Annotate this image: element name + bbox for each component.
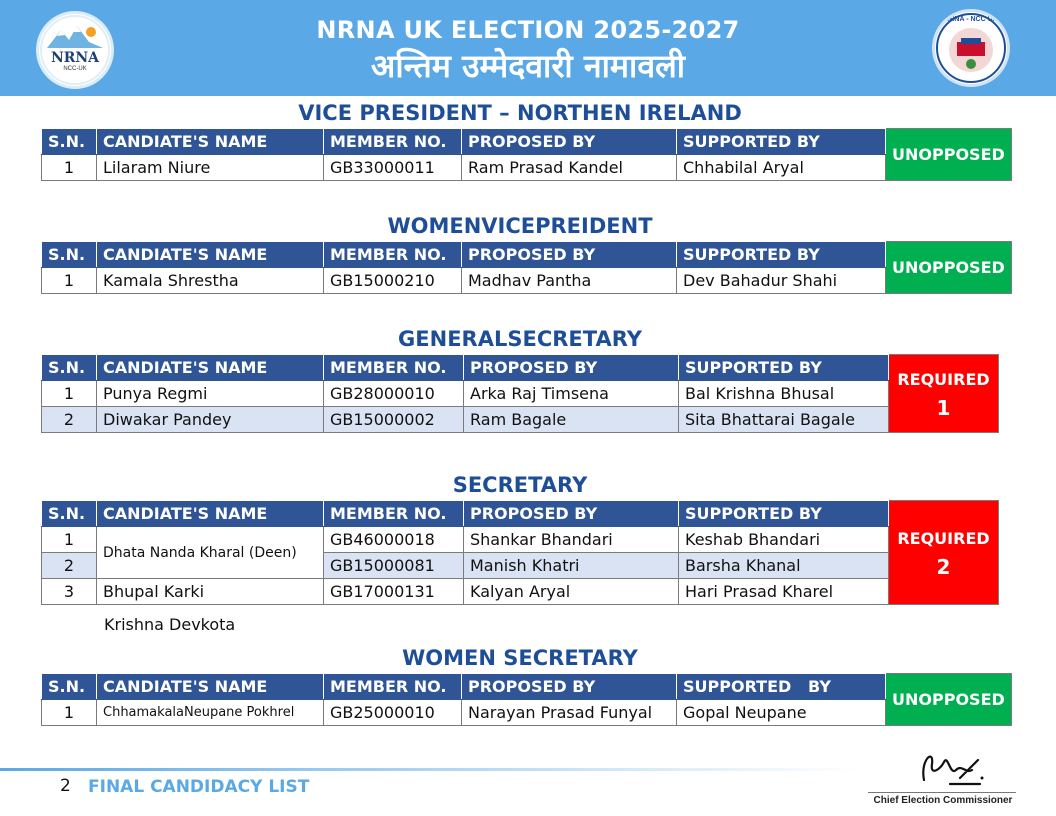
cell-proposed: Shankar Bhandari bbox=[464, 527, 679, 553]
cell-supported: Hari Prasad Kharel bbox=[679, 579, 889, 605]
cell-proposed: Arka Raj Timsena bbox=[464, 381, 679, 407]
section-title-women-vp: WOMENVICEPREIDENT bbox=[387, 214, 653, 238]
cell-member: GB15000210 bbox=[324, 268, 462, 294]
cell-proposed: Kalyan Aryal bbox=[464, 579, 679, 605]
col-member: MEMBER NO. bbox=[324, 129, 462, 155]
status-required-label: REQUIRED bbox=[897, 528, 990, 548]
cell-sn: 1 bbox=[42, 381, 97, 407]
header-banner bbox=[0, 0, 1056, 96]
cell-supported: Sita Bhattarai Bagale bbox=[679, 407, 889, 433]
table-secretary bbox=[41, 500, 999, 605]
status-required-count: 2 bbox=[936, 554, 951, 579]
cell-sn: 2 bbox=[42, 553, 97, 579]
cell-member: GB33000011 bbox=[324, 155, 462, 181]
table-header-row bbox=[42, 501, 999, 527]
table-row bbox=[42, 527, 999, 553]
table-women-vp bbox=[41, 241, 1012, 294]
col-supported: SUPPORTED BY bbox=[677, 242, 886, 268]
status-required-label: REQUIRED bbox=[897, 369, 990, 389]
col-member: MEMBER NO. bbox=[324, 355, 464, 381]
page-title: NRNA UK ELECTION 2025-2027 bbox=[316, 16, 740, 44]
footer-divider bbox=[0, 768, 860, 771]
table-row bbox=[42, 268, 1012, 294]
col-supported: SUPPORTED BY bbox=[677, 129, 886, 155]
section-title-secretary: SECRETARY bbox=[452, 473, 588, 497]
cell-member: GB28000010 bbox=[324, 381, 464, 407]
logo-right-text: NRNA - NCC UK bbox=[944, 16, 998, 23]
logo-left-text: NRNA bbox=[50, 50, 100, 66]
cell-sn: 2 bbox=[42, 407, 97, 433]
cell-sn: 1 bbox=[42, 527, 97, 553]
col-name: CANDIATE'S NAME bbox=[97, 242, 324, 268]
secretary-extra-candidate-name: Krishna Devkota bbox=[104, 615, 236, 634]
cell-supported: Barsha Khanal bbox=[679, 553, 889, 579]
cell-sn: 1 bbox=[42, 700, 97, 726]
col-sn: S.N. bbox=[42, 355, 97, 381]
cell-proposed: Narayan Prasad Funyal bbox=[462, 700, 677, 726]
cell-supported: Keshab Bhandari bbox=[679, 527, 889, 553]
col-proposed: PROPOSED BY bbox=[464, 355, 679, 381]
cell-member: GB25000010 bbox=[324, 700, 462, 726]
signature-line bbox=[868, 792, 1016, 793]
footer-label: FINAL CANDIDACY LIST bbox=[88, 777, 310, 797]
section-title-women-secretary: WOMEN SECRETARY bbox=[402, 646, 638, 670]
table-header-row bbox=[42, 242, 1012, 268]
col-name: CANDIATE'S NAME bbox=[97, 129, 324, 155]
col-proposed: PROPOSED BY bbox=[464, 501, 679, 527]
table-row bbox=[42, 381, 999, 407]
cell-supported: Dev Bahadur Shahi bbox=[677, 268, 886, 294]
col-proposed: PROPOSED BY bbox=[462, 242, 677, 268]
cell-member: GB15000002 bbox=[324, 407, 464, 433]
status-badge-unopposed: UNOPPOSED bbox=[886, 242, 1012, 294]
table-row bbox=[42, 579, 999, 605]
cell-name: Lilaram Niure bbox=[97, 155, 324, 181]
cell-sn: 1 bbox=[42, 268, 97, 294]
cell-name-merged: Dhata Nanda Kharal (Deen) bbox=[97, 527, 324, 579]
cell-proposed: Manish Khatri bbox=[464, 553, 679, 579]
table-row bbox=[42, 407, 999, 433]
table-row bbox=[42, 700, 1012, 726]
status-badge-required bbox=[889, 501, 999, 605]
status-badge-unopposed: UNOPPOSED bbox=[886, 129, 1012, 181]
col-member: MEMBER NO. bbox=[324, 242, 462, 268]
col-name: CANDIATE'S NAME bbox=[97, 501, 324, 527]
cell-member: GB46000018 bbox=[324, 527, 464, 553]
col-sn: S.N. bbox=[42, 242, 97, 268]
cell-name: Punya Regmi bbox=[97, 381, 324, 407]
page-number: 2 bbox=[60, 776, 71, 796]
col-sn: S.N. bbox=[42, 501, 97, 527]
col-member: MEMBER NO. bbox=[324, 674, 462, 700]
nrna-ncc-uk-logo-right bbox=[932, 9, 1010, 87]
cell-proposed: Madhav Pantha bbox=[462, 268, 677, 294]
cell-supported: Gopal Neupane bbox=[677, 700, 886, 726]
col-supported: SUPPORTED BY bbox=[679, 355, 889, 381]
col-proposed: PROPOSED BY bbox=[462, 674, 677, 700]
cell-name: Bhupal Karki bbox=[97, 579, 324, 605]
logo-left-subtext: NCC-UK bbox=[63, 66, 87, 72]
col-sn: S.N. bbox=[42, 129, 97, 155]
col-sn: S.N. bbox=[42, 674, 97, 700]
cell-proposed: Ram Prasad Kandel bbox=[462, 155, 677, 181]
cell-sn: 1 bbox=[42, 155, 97, 181]
table-header-row bbox=[42, 355, 999, 381]
cell-supported: Bal Krishna Bhusal bbox=[679, 381, 889, 407]
cell-sn: 3 bbox=[42, 579, 97, 605]
col-member: MEMBER NO. bbox=[324, 501, 464, 527]
table-general-secretary bbox=[41, 354, 999, 433]
table-header-row bbox=[42, 674, 1012, 700]
col-name: CANDIATE'S NAME bbox=[97, 355, 324, 381]
col-proposed: PROPOSED BY bbox=[462, 129, 677, 155]
cell-proposed: Ram Bagale bbox=[464, 407, 679, 433]
cell-name: ChhamakalaNeupane Pokhrel bbox=[97, 700, 324, 726]
cell-member: GB17000131 bbox=[324, 579, 464, 605]
cell-name: Kamala Shrestha bbox=[97, 268, 324, 294]
cell-name: Diwakar Pandey bbox=[97, 407, 324, 433]
cell-supported: Chhabilal Aryal bbox=[677, 155, 886, 181]
signature-caption: Chief Election Commissioner bbox=[873, 795, 1013, 806]
col-name: CANDIATE'S NAME bbox=[97, 674, 324, 700]
table-women-secretary bbox=[41, 673, 1012, 726]
col-supported: SUPPORTED BY bbox=[679, 501, 889, 527]
status-required-count: 1 bbox=[936, 395, 951, 420]
status-badge-unopposed: UNOPPOSED bbox=[886, 674, 1012, 726]
page-subtitle: अन्तिम उम्मेदवारी नामावली bbox=[370, 47, 686, 85]
cell-member: GB15000081 bbox=[324, 553, 464, 579]
section-title-vp-ni: VICE PRESIDENT – NORTHEN IRELAND bbox=[298, 101, 742, 125]
status-badge-required bbox=[889, 355, 999, 433]
table-header-row bbox=[42, 129, 1012, 155]
signature-icon bbox=[910, 740, 990, 797]
table-vp-ni bbox=[41, 128, 1012, 181]
col-supported: SUPPORTED BY bbox=[677, 674, 886, 700]
section-title-general-secretary: GENERALSECRETARY bbox=[398, 327, 642, 351]
table-row bbox=[42, 155, 1012, 181]
